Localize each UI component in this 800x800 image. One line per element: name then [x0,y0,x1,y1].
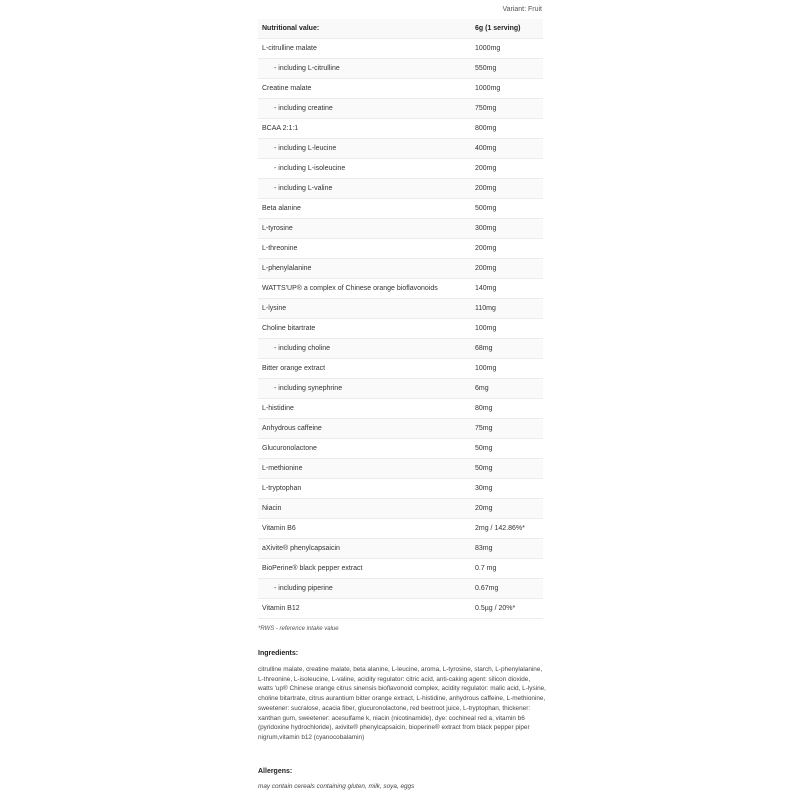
table-row [258,119,543,139]
nutrient-name: L-phenylalanine [258,259,471,279]
table-row [258,379,543,399]
table-row [258,319,543,339]
nutrition-table [258,19,543,619]
table-row [258,59,543,79]
nutrient-name: - including synephrine [258,379,471,399]
table-row [258,579,543,599]
nutrient-value: 200mg [471,239,543,259]
nutrient-name: L-threonine [258,239,471,259]
table-row [258,259,543,279]
table-row [258,499,543,519]
nutrient-value: 800mg [471,119,543,139]
nutrient-value: 200mg [471,259,543,279]
nutrient-value: 100mg [471,359,543,379]
nutrient-name: L-histidine [258,399,471,419]
table-row [258,539,543,559]
nutrient-name: - including choline [258,339,471,359]
nutrient-name: L-lysine [258,299,471,319]
table-row [258,139,543,159]
variant-label: Variant: Fruit [502,6,542,13]
allergens-text: may contain cereals containing gluten, milk, soya, eggs [258,783,415,790]
table-row [258,239,543,259]
table-row [258,419,543,439]
nutrient-name: BCAA 2:1:1 [258,119,471,139]
nutrition-table-header [258,19,543,39]
nutrient-value: 30mg [471,479,543,499]
nutrient-value: 550mg [471,59,543,79]
nutrient-value: 1000mg [471,79,543,99]
header-serving: 6g (1 serving) [471,19,543,39]
nutrient-name: Niacin [258,499,471,519]
table-row [258,159,543,179]
nutrient-name: L-tyrosine [258,219,471,239]
table-row [258,99,543,119]
nutrient-value: 50mg [471,459,543,479]
table-row [258,359,543,379]
ingredients-title: Ingredients: [258,650,299,657]
nutrient-name: BioPerine® black pepper extract [258,559,471,579]
nutrient-name: Anhydrous caffeine [258,419,471,439]
nutrient-name: Vitamin B6 [258,519,471,539]
nutrient-name: Beta alanine [258,199,471,219]
allergens-title: Allergens: [258,768,293,775]
nutrient-name: - including piperine [258,579,471,599]
nutrient-value: 200mg [471,159,543,179]
table-row [258,599,543,619]
nutrient-value: 300mg [471,219,543,239]
table-row [258,199,543,219]
nutrient-value: 68mg [471,339,543,359]
nutrient-name: Vitamin B12 [258,599,471,619]
nutrient-value: 80mg [471,399,543,419]
nutrient-name: - including L-valine [258,179,471,199]
table-row [258,299,543,319]
nutrient-name: Bitter orange extract [258,359,471,379]
table-row [258,459,543,479]
nutrient-value: 75mg [471,419,543,439]
nutrient-value: 750mg [471,99,543,119]
nutrition-table-body [258,39,543,619]
nutrient-name: Creatine malate [258,79,471,99]
nutrient-value: 140mg [471,279,543,299]
nutrient-value: 200mg [471,179,543,199]
nutrient-value: 0.67mg [471,579,543,599]
nutrient-name: L-tryptophan [258,479,471,499]
nutrient-name: - including creatine [258,99,471,119]
nutrient-value: 50mg [471,439,543,459]
nutrient-name: L-methionine [258,459,471,479]
nutrient-value: 83mg [471,539,543,559]
nutrient-name: - including L-leucine [258,139,471,159]
reference-intake-footnote: *RWS - reference intake value [258,626,339,632]
ingredients-text: citrulline malate, creatine malate, beta alanine, L-leucine, aroma, L-tyrosine, starch, L-phenylalanine, L-threonine, L-isoleucine, L-valine, acidity regulator: citric acid, anti-caking agent: silicon dioxide, watts 'up® Chinese orange citrus sinensis bioflavonoid complex, acidity regulator: malic acid, L-lysine, choline bitartrate, citrus aurantium bitter orange extract, L-histidine, anhydrous caffeine, L-methionine, sweetener: sucralose, acacia fiber, glucuronolactone, red beetroot juice, L-tryptophan, thickener: xanthan gum, sweetener: acesulfame k, niacin (nicotinamide), dye: cochineal red a, vitamin b6 (pyridoxine hydrochloride), axivite® phenylcapsaicin, bioperine® extract from black pepper piper nigrum,vitamin b12 (cyanocobalamin) [258,666,546,741]
nutrient-value: 400mg [471,139,543,159]
nutrient-value: 500mg [471,199,543,219]
nutrient-value: 110mg [471,299,543,319]
nutrient-value: 0.5µg / 20%* [471,599,543,619]
table-row [258,279,543,299]
nutrient-name: - including L-citrulline [258,59,471,79]
nutrient-value: 2mg / 142.86%* [471,519,543,539]
table-row [258,219,543,239]
nutrient-value: 20mg [471,499,543,519]
nutrient-name: WATTS'UP® a complex of Chinese orange bioflavonoids [258,279,471,299]
table-row [258,559,543,579]
table-row [258,339,543,359]
table-row [258,79,543,99]
nutrient-name: aXivite® phenylcapsaicin [258,539,471,559]
nutrient-value: 1000mg [471,39,543,59]
table-row [258,39,543,59]
header-nutritional-value: Nutritional value: [258,19,471,39]
table-row [258,479,543,499]
nutrient-name: - including L-isoleucine [258,159,471,179]
nutrient-name: L-citrulline malate [258,39,471,59]
nutrient-value: 0.7 mg [471,559,543,579]
table-row [258,439,543,459]
nutrient-name: Glucuronolactone [258,439,471,459]
nutrient-name: Choline bitartrate [258,319,471,339]
table-row [258,179,543,199]
table-row [258,519,543,539]
nutrient-value: 6mg [471,379,543,399]
nutrient-value: 100mg [471,319,543,339]
table-row [258,399,543,419]
